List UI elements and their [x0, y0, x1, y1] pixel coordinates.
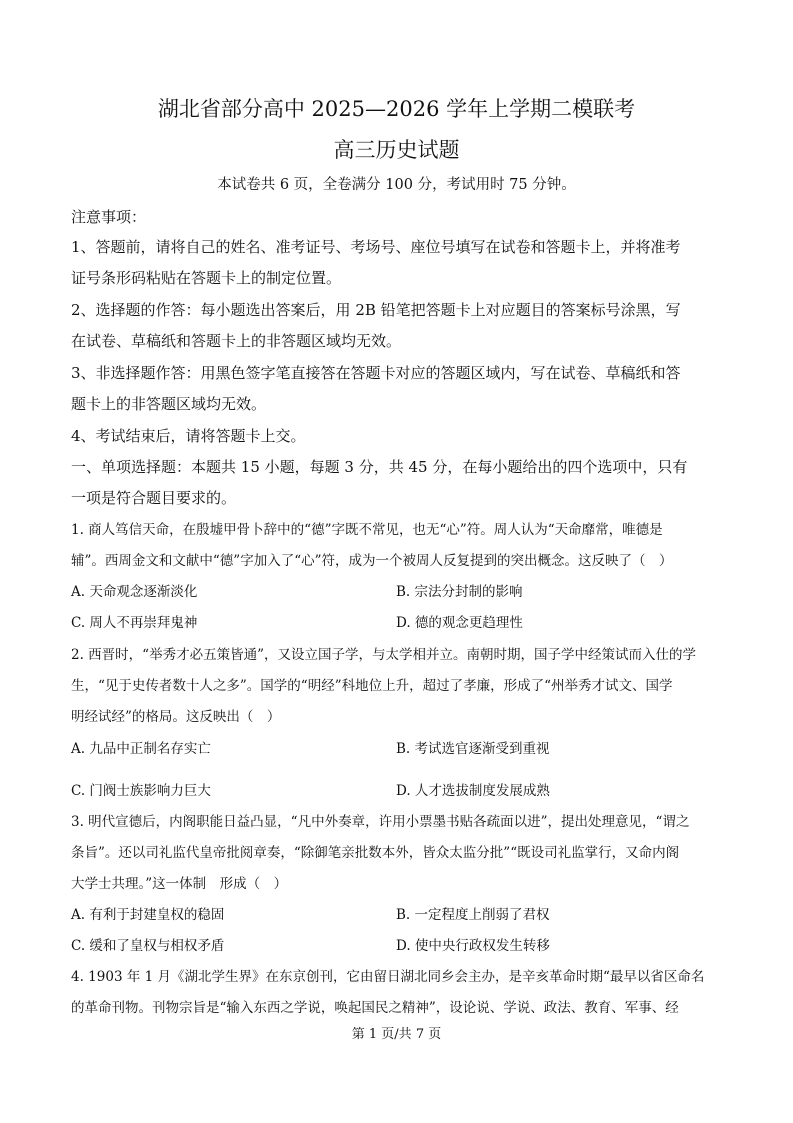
question-2-stem: 2. 西晋时，“举秀才必五策皆通”，又设立国子学，与太学相并立。南朝时期，国子学中经策试而入仕的学: [71, 647, 696, 663]
notice-heading: 注意事项：: [71, 208, 147, 226]
question-1-option-d: D. 德的观念更趋理性: [396, 615, 523, 631]
exam-subject: 高三历史试题: [333, 138, 460, 162]
question-2-stem: 生，“见于史传者数十人之多”。国学的“明经”科地位上升，超过了孝廉，形成了“州举秀才试文、国学: [71, 678, 673, 694]
question-3-option-c: C. 缓和了皇权与相权矛盾: [71, 938, 225, 954]
notice-line: 在试卷、草稿纸和答题卡上的非答题区域均无效。: [71, 332, 402, 350]
question-4-stem: 4. 1903 年 1 月《湖北学生界》在东京创刊，它由留日湖北同乡会主办，是辛亥革命时期“最早以省区命名: [71, 969, 705, 985]
question-1-option-a: A. 天命观念逐渐淡化: [71, 584, 198, 600]
section-heading: 一、单项选择题：本题共 15 小题，每题 3 分，共 45 分，在每小题给出的四个选项中，只有: [71, 458, 688, 476]
question-3-stem: 条旨”。还以司礼监代皇帝批阅章奏，“除御笔亲批数本外，皆众太监分批”“既设司礼监掌行，又命内阁: [71, 845, 680, 861]
exam-title: 湖北省部分高中 2025—2026 学年上学期二模联考: [157, 97, 636, 121]
notice-line: 2、选择题的作答：每小题选出答案后，用 2B 铅笔把答题卡上对应题目的答案标号涂黑，写: [71, 301, 681, 319]
notice-line: 证号条形码粘贴在答题卡上的制定位置。: [71, 269, 342, 287]
question-2-option-d: D. 人才选拔制度发展成熟: [396, 783, 550, 799]
section-heading: 一项是符合题目要求的。: [71, 489, 237, 507]
question-2-option-a: A. 九品中正制名存实亡: [71, 741, 211, 757]
question-1-stem: 辅”。西周金文和文献中“德”字加入了“心”符，成为一个被周人反复提到的突出概念。这反映了（ ）: [71, 553, 673, 569]
notice-line: 4、考试结束后，请将答题卡上交。: [71, 427, 306, 445]
notice-line: 题卡上的非答题区域均无效。: [71, 395, 267, 413]
page-number: 第 1 页/共 7 页: [351, 1027, 442, 1042]
question-4-stem: 的革命刊物。刊物宗旨是“输入东西之学说，唤起国民之精神”，设论说、学说、政法、教育、军事、经: [71, 1000, 679, 1016]
question-2-option-c: C. 门阀士族影响力巨大: [71, 783, 211, 799]
question-3-option-a: A. 有利于封建皇权的稳固: [71, 907, 225, 923]
notice-line: 3、非选择题作答：用黑色签字笔直接答在答题卡对应的答题区域内，写在试卷、草稿纸和答: [71, 364, 681, 382]
question-3-option-b: B. 一定程度上削弱了君权: [396, 907, 550, 923]
question-1-option-b: B. 宗法分封制的影响: [396, 584, 523, 600]
question-2-stem: 明经试经”的格局。这反映出（ ）: [71, 709, 281, 725]
question-2-option-b: B. 考试选官逐渐受到重视: [396, 741, 550, 757]
exam-info: 本试卷共 6 页，全卷满分 100 分，考试用时 75 分钟。: [217, 177, 576, 193]
question-3-option-d: D. 使中央行政权发生转移: [396, 938, 550, 954]
notice-line: 1、答题前，请将自己的姓名、准考证号、考场号、座位号填写在试卷和答题卡上，并将准考: [71, 238, 681, 256]
question-3-stem: 大学士共理。”这一体制 形成（ ）: [71, 876, 288, 892]
question-1-option-c: C. 周人不再崇拜鬼神: [71, 615, 198, 631]
question-3-stem: 3. 明代宣德后，内阁职能日益凸显，“凡中外奏章，许用小票墨书贴各疏面以进”，提出处理意见，“谓之: [71, 814, 690, 830]
question-1-stem: 1. 商人笃信天命，在殷墟甲骨卜辞中的“德”字既不常见，也无“心”符。周人认为“天命靡常，唯德是: [71, 522, 663, 538]
